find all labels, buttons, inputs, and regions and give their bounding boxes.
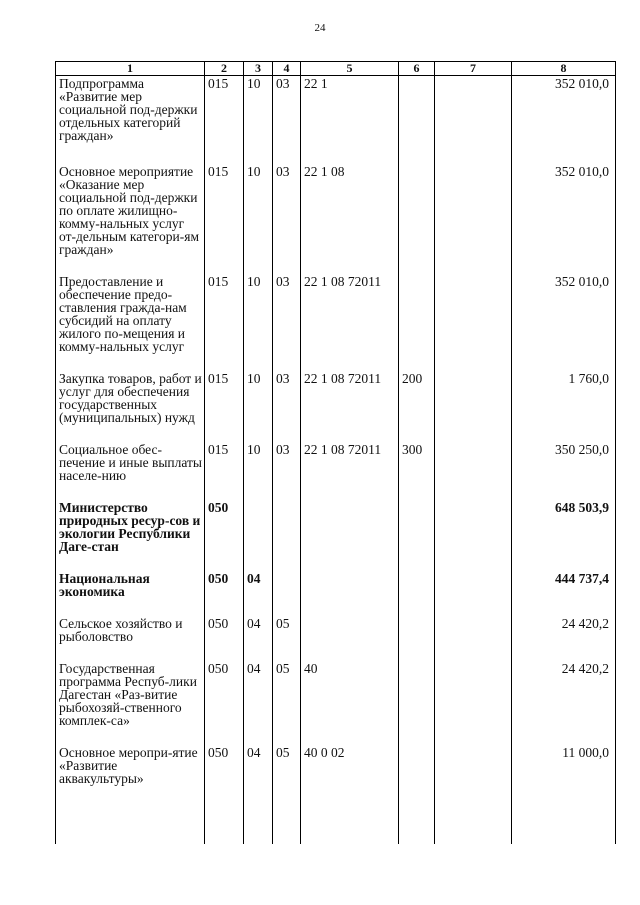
column-7-value xyxy=(435,371,512,442)
expense-type-code xyxy=(399,164,435,274)
subsection-code: 05 xyxy=(273,616,301,661)
table-body xyxy=(56,76,616,845)
table-header-row xyxy=(56,62,616,76)
target-article-code: 40 0 02 xyxy=(301,745,399,803)
amount-value: 1 760,0 xyxy=(512,371,616,442)
row-name: Предоставление и обеспечение предо-ставления гражда-нам субсидий на оплату жилого по-мещения и комму-нальных услуг xyxy=(56,274,205,371)
ministry-code: 050 xyxy=(205,571,244,616)
row-name: Основное меропри-ятие «Развитие аквакультуры» xyxy=(56,745,205,803)
row-name: Подпрограмма «Развитие мер социальной под-держки отдельных категорий граждан» xyxy=(56,76,205,165)
ministry-code: 015 xyxy=(205,76,244,165)
column-header: 7 xyxy=(435,62,512,76)
section-code: 10 xyxy=(244,164,273,274)
table-row xyxy=(56,274,616,371)
expense-type-code xyxy=(399,274,435,371)
subsection-code: 05 xyxy=(273,661,301,745)
amount-value: 444 737,4 xyxy=(512,571,616,616)
target-article-code: 22 1 08 72011 xyxy=(301,442,399,500)
column-7-value xyxy=(435,164,512,274)
row-name: Сельское хозяйство и рыболовство xyxy=(56,616,205,661)
target-article-code: 22 1 08 72011 xyxy=(301,371,399,442)
expense-type-code xyxy=(399,500,435,571)
target-article-code xyxy=(301,616,399,661)
ministry-code: 050 xyxy=(205,661,244,745)
expense-type-code xyxy=(399,571,435,616)
amount-value: 352 010,0 xyxy=(512,164,616,274)
target-article-code: 22 1 08 xyxy=(301,164,399,274)
section-code: 04 xyxy=(244,571,273,616)
row-name: Основное мероприятие «Оказание мер социальной под-держки по оплате жилищно-комму-нальных услуг от-дельным категори-ям граждан» xyxy=(56,164,205,274)
amount-value: 24 420,2 xyxy=(512,661,616,745)
ministry-code: 015 xyxy=(205,274,244,371)
ministry-code: 050 xyxy=(205,500,244,571)
subsection-code: 03 xyxy=(273,76,301,165)
empty-cell xyxy=(205,803,244,844)
subsection-code xyxy=(273,571,301,616)
ministry-code: 015 xyxy=(205,442,244,500)
table-row xyxy=(56,500,616,571)
amount-value: 350 250,0 xyxy=(512,442,616,500)
target-article-code xyxy=(301,500,399,571)
column-7-value xyxy=(435,274,512,371)
column-7-value xyxy=(435,571,512,616)
column-header: 1 xyxy=(56,62,205,76)
column-7-value xyxy=(435,745,512,803)
row-name: Национальная экономика xyxy=(56,571,205,616)
expense-type-code xyxy=(399,76,435,165)
section-code: 10 xyxy=(244,76,273,165)
ministry-code: 050 xyxy=(205,745,244,803)
section-code: 10 xyxy=(244,274,273,371)
empty-cell xyxy=(56,803,205,844)
target-article-code: 22 1 08 72011 xyxy=(301,274,399,371)
empty-cell xyxy=(301,803,399,844)
section-code: 04 xyxy=(244,661,273,745)
subsection-code: 03 xyxy=(273,164,301,274)
page-number: 24 xyxy=(314,22,326,34)
amount-value: 11 000,0 xyxy=(512,745,616,803)
section-code xyxy=(244,500,273,571)
empty-cell xyxy=(399,803,435,844)
column-header: 3 xyxy=(244,62,273,76)
amount-value: 352 010,0 xyxy=(512,274,616,371)
expense-type-code: 200 xyxy=(399,371,435,442)
ministry-code: 015 xyxy=(205,371,244,442)
subsection-code: 05 xyxy=(273,745,301,803)
target-article-code: 22 1 xyxy=(301,76,399,165)
row-name: Закупка товаров, работ и услуг для обеспечения государственных (муниципальных) нужд xyxy=(56,371,205,442)
row-name: Государственная программа Респуб-лики Дагестан «Раз-витие рыбохозяй-ственного комплек-са» xyxy=(56,661,205,745)
table-row xyxy=(56,442,616,500)
amount-value: 24 420,2 xyxy=(512,616,616,661)
amount-value: 352 010,0 xyxy=(512,76,616,165)
column-7-value xyxy=(435,616,512,661)
row-name: Министерство природных ресур-сов и экологии Республики Даге-стан xyxy=(56,500,205,571)
section-code: 10 xyxy=(244,371,273,442)
empty-cell xyxy=(435,803,512,844)
table-row xyxy=(56,745,616,803)
expense-type-code xyxy=(399,661,435,745)
table-row xyxy=(56,371,616,442)
column-header: 6 xyxy=(399,62,435,76)
amount-value: 648 503,9 xyxy=(512,500,616,571)
ministry-code: 015 xyxy=(205,164,244,274)
target-article-code: 40 xyxy=(301,661,399,745)
subsection-code: 03 xyxy=(273,442,301,500)
empty-cell xyxy=(512,803,616,844)
table-bottom-spacer xyxy=(56,803,616,844)
column-7-value xyxy=(435,661,512,745)
section-code: 04 xyxy=(244,616,273,661)
ministry-code: 050 xyxy=(205,616,244,661)
target-article-code xyxy=(301,571,399,616)
column-header: 8 xyxy=(512,62,616,76)
column-7-value xyxy=(435,500,512,571)
table-row xyxy=(56,571,616,616)
empty-cell xyxy=(244,803,273,844)
table-row xyxy=(56,616,616,661)
expense-type-code xyxy=(399,616,435,661)
subsection-code: 03 xyxy=(273,274,301,371)
table-row xyxy=(56,661,616,745)
section-code: 04 xyxy=(244,745,273,803)
expense-type-code: 300 xyxy=(399,442,435,500)
table-row xyxy=(56,76,616,165)
subsection-code xyxy=(273,500,301,571)
budget-table xyxy=(55,61,616,844)
table-row xyxy=(56,164,616,274)
column-header: 5 xyxy=(301,62,399,76)
row-name: Социальное обес-печение и иные выплаты населе-нию xyxy=(56,442,205,500)
column-header: 4 xyxy=(273,62,301,76)
section-code: 10 xyxy=(244,442,273,500)
expense-type-code xyxy=(399,745,435,803)
column-7-value xyxy=(435,442,512,500)
subsection-code: 03 xyxy=(273,371,301,442)
empty-cell xyxy=(273,803,301,844)
column-header: 2 xyxy=(205,62,244,76)
column-7-value xyxy=(435,76,512,165)
